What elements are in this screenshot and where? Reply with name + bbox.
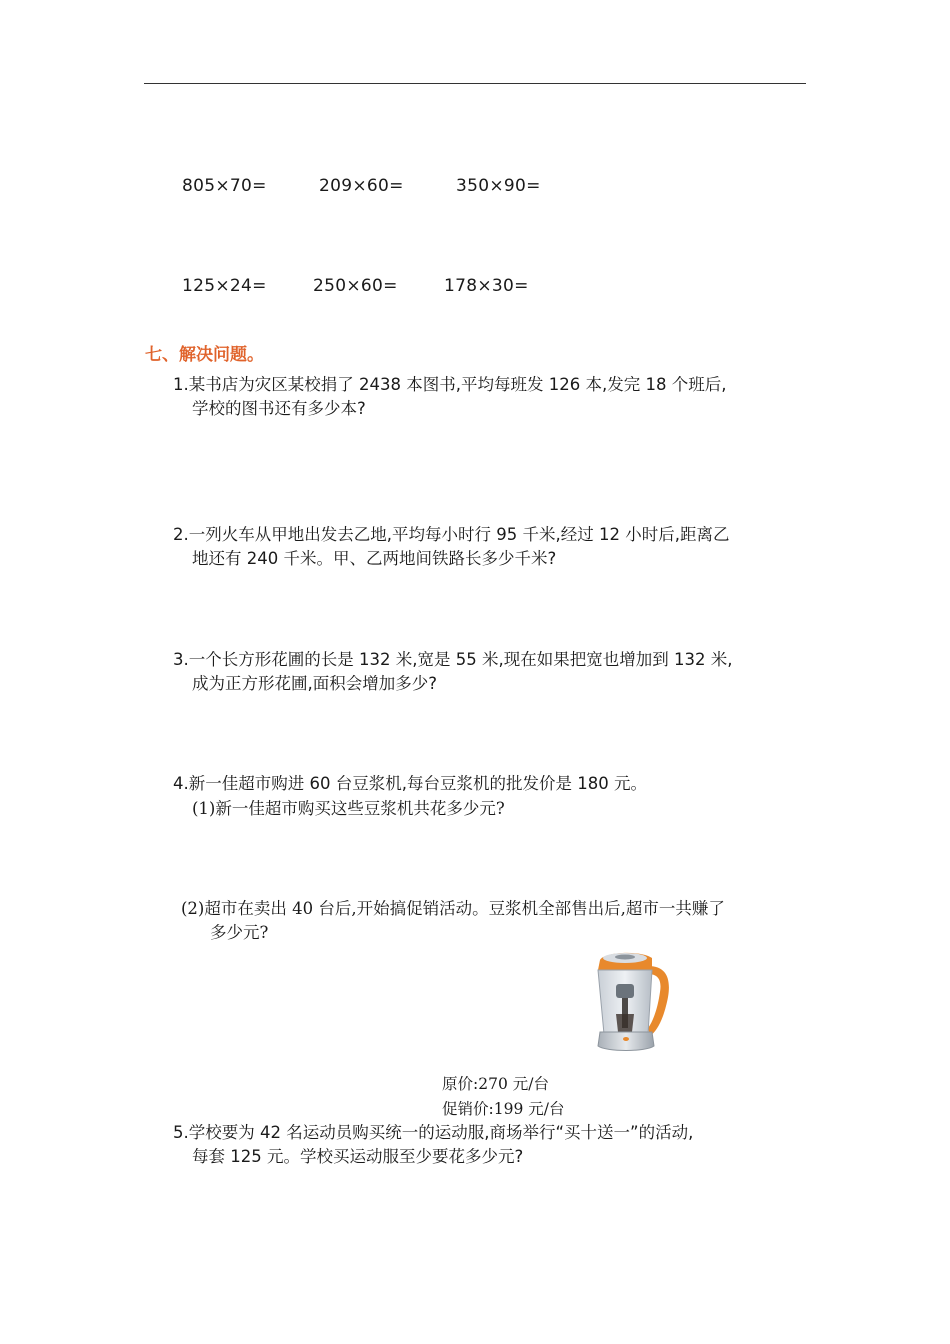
problem-number: 4. bbox=[173, 774, 189, 793]
problem-4-sub-2-line-2: 多少元? bbox=[210, 923, 269, 942]
problem-4-line-1 bbox=[173, 772, 647, 796]
problem-1-line-2: 学校的图书还有多少本? bbox=[192, 399, 366, 418]
promo-price: 促销价:199 元/台 bbox=[442, 1100, 565, 1118]
problem-number: 3. bbox=[173, 650, 189, 669]
problem-5-line-2: 每套 125 元。学校买运动服至少要花多少元? bbox=[192, 1147, 524, 1166]
problem-number: 2. bbox=[173, 525, 189, 544]
calc-item: 178×30= bbox=[444, 276, 529, 296]
soymilk-maker-icon bbox=[586, 944, 674, 1054]
calc-item: 209×60= bbox=[319, 176, 404, 196]
problem-number: 5. bbox=[173, 1123, 189, 1142]
problem-number: 1. bbox=[173, 375, 189, 394]
problem-3-line-1 bbox=[173, 648, 732, 672]
problem-text: 一个长方形花圃的长是 132 米,宽是 55 米,现在如果把宽也增加到 132 米, bbox=[188, 650, 733, 669]
problem-2-line-1 bbox=[173, 523, 729, 547]
section-title: 七、解决问题。 bbox=[145, 345, 264, 365]
problem-2-line-2: 地还有 240 千米。甲、乙两地间铁路长多少千米? bbox=[192, 549, 557, 568]
calc-item: 250×60= bbox=[313, 276, 398, 296]
problem-5-line-1 bbox=[173, 1121, 693, 1145]
problem-text: 某书店为灾区某校捐了 2438 本图书,平均每班发 126 本,发完 18 个班后, bbox=[188, 375, 727, 394]
problem-3-line-2: 成为正方形花圃,面积会增加多少? bbox=[192, 674, 438, 693]
calc-item: 125×24= bbox=[182, 276, 267, 296]
original-price: 原价:270 元/台 bbox=[442, 1075, 549, 1093]
problem-text: 一列火车从甲地出发去乙地,平均每小时行 95 千米,经过 12 小时后,距离乙 bbox=[188, 525, 730, 544]
header-rule bbox=[144, 83, 806, 84]
problem-text: 学校要为 42 名运动员购买统一的运动服,商场举行“买十送一”的活动, bbox=[188, 1123, 694, 1142]
problem-4-sub-2-line-1: (2)超市在卖出 40 台后,开始搞促销活动。豆浆机全部售出后,超市一共赚了 bbox=[181, 899, 725, 918]
calc-item: 350×90= bbox=[456, 176, 541, 196]
problem-4-sub-1: (1)新一佳超市购买这些豆浆机共花多少元? bbox=[192, 799, 505, 818]
problem-1-line-1 bbox=[173, 373, 726, 397]
problem-text: 新一佳超市购进 60 台豆浆机,每台豆浆机的批发价是 180 元。 bbox=[188, 774, 647, 793]
calc-item: 805×70= bbox=[182, 176, 267, 196]
